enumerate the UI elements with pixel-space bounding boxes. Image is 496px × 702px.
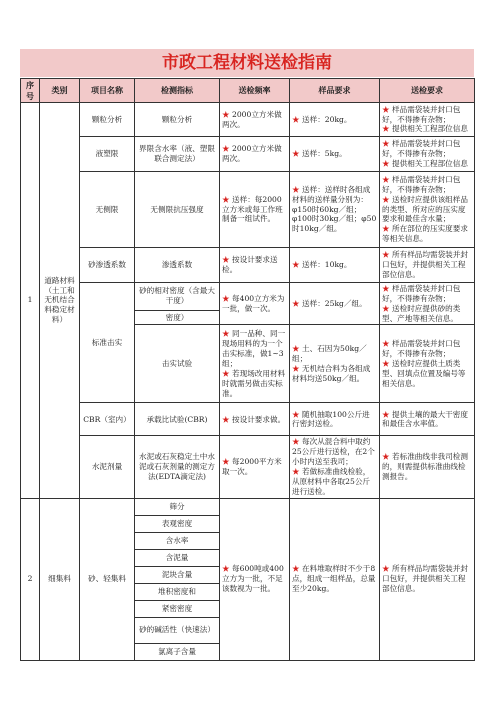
frequency-cell: ★ 2000立方米做两次。	[220, 103, 290, 137]
sample-cell: ★ 随机抽取100公斤进行密封送检。	[290, 403, 380, 436]
header-cell: 项目名称	[80, 79, 135, 103]
header-cell: 类别	[40, 79, 80, 103]
star-icon: ★	[382, 359, 390, 368]
star-icon: ★	[382, 409, 390, 419]
star-icon: ★	[382, 104, 390, 114]
test-index: 密度）	[135, 310, 220, 325]
table-row	[21, 103, 475, 137]
star-icon: ★	[222, 329, 230, 339]
section-category: 道路材料（土工和无机结合料稳定材料）	[40, 103, 80, 499]
star-icon: ★	[292, 298, 300, 308]
star-icon: ★	[382, 339, 390, 349]
frequency-cell: ★ 按设计要求送检。	[220, 248, 290, 283]
test-index: 承载比试验(CBR)	[135, 403, 220, 436]
requirement-cell: ★ 若标准曲线非我司检测的，则需提供标准曲线检测报告。	[380, 436, 475, 498]
requirement-cell: ★ 样品需袋装并封口包好，不得掺有杂物； ★ 送检时应提供砂的类型、产地等相关信息。	[380, 283, 475, 325]
item-name: 液塑限	[80, 137, 135, 172]
star-icon: ★	[222, 368, 230, 378]
star-icon: ★	[292, 114, 300, 124]
page-title: 市政工程材料送检指南	[20, 49, 474, 77]
test-index: 水泥或石灰稳定土中水泥或石灰剂量的测定方法(EDTA滴定法)	[135, 436, 220, 498]
requirement-cell: ★ 样品需袋装并封口包好，不得掺有杂物； ★ 提供相关工程部位信息	[380, 103, 475, 137]
star-icon: ★	[292, 260, 300, 270]
table-row	[21, 498, 475, 515]
frequency-cell: ★ 同一品种、同一现场用料的为一个击实标准，做1~3组； ★ 若现场改用材料时就需另做击实标准。	[220, 325, 290, 403]
requirement-cell: ★ 所有样品均需袋装并封口包好，并提供相关工程部位信息。	[380, 498, 475, 660]
header-row	[21, 79, 475, 103]
test-index: 含泥量	[135, 549, 220, 566]
test-index: 泥块含量	[135, 566, 220, 583]
star-icon: ★	[222, 293, 230, 303]
star-icon: ★	[292, 467, 300, 477]
table-row	[21, 283, 475, 311]
star-icon: ★	[382, 224, 390, 234]
star-icon: ★	[222, 144, 230, 154]
item-name: 砂渗透系数	[80, 248, 135, 283]
test-index: 表观密度	[135, 515, 220, 532]
sample-cell: ★ 送样：送样时各组成材料的送样量分别为：φ150时60kg／组；φ100时30kg／组；φ50时10kg／组。	[290, 172, 380, 248]
star-icon: ★	[292, 409, 300, 419]
star-icon: ★	[292, 344, 300, 354]
star-icon: ★	[382, 158, 390, 168]
item-name: CBR（室内）	[80, 403, 135, 436]
sample-cell: ★ 送样：25kg／组。	[290, 283, 380, 325]
star-icon: ★	[222, 564, 230, 574]
star-icon: ★	[292, 363, 300, 373]
table-row	[21, 403, 475, 436]
star-icon: ★	[292, 564, 300, 574]
star-icon: ★	[292, 149, 300, 159]
star-icon: ★	[222, 109, 230, 119]
star-icon: ★	[382, 284, 390, 293]
star-icon: ★	[382, 124, 390, 134]
guide-table	[20, 78, 475, 661]
test-index: 氯离子含量	[135, 643, 220, 660]
test-index: 堆积密度和	[135, 583, 220, 600]
frequency-cell: ★ 每400立方米为一批，做一次。	[220, 283, 290, 325]
requirement-cell: ★ 样品需袋装并封口包好，不得掺有杂物； ★ 送检时应提供该组样品的类型、所对应的压实度要求和最佳含水量； ★ 所在部位的压实度要求等相关信息。	[380, 172, 475, 248]
test-index: 界限含水率（液、塑限联合测定法）	[135, 137, 220, 172]
header-cell: 送检频率	[220, 79, 290, 103]
test-index: 颗粒分析	[135, 103, 220, 137]
star-icon: ★	[292, 184, 300, 194]
sample-cell: ★ 在料堆取样时不少于8点，组成一组样品，总量至少20kg。	[290, 498, 380, 660]
star-icon: ★	[222, 194, 230, 204]
star-icon: ★	[382, 174, 390, 184]
header-cell: 送检要求	[380, 79, 475, 103]
test-index: 击实试验	[135, 325, 220, 403]
star-icon: ★	[382, 194, 390, 204]
table-row	[21, 137, 475, 172]
test-index: 含水率	[135, 532, 220, 549]
sample-cell: ★ 送样：20kg。	[290, 103, 380, 137]
test-index: 渗透系数	[135, 248, 220, 283]
test-index: 无侧限抗压强度	[135, 172, 220, 248]
sample-cell: ★ 送样：5kg。	[290, 137, 380, 172]
header-cell: 序号	[21, 79, 40, 103]
requirement-cell: ★ 样品需袋装并封口包好，不得掺有杂物； ★ 提供相关工程部位信息	[380, 137, 475, 172]
test-index: 砂的碱活性（快速法）	[135, 617, 220, 643]
sample-cell: ★ 土、石因为50kg／组； ★ 无机结合料为各组成材料均送50kg／组。	[290, 325, 380, 403]
item-name: 颗粒分析	[80, 103, 135, 137]
test-index: 砂的相对密度（含最大干度）	[135, 283, 220, 311]
item-name: 水泥剂量	[80, 436, 135, 498]
test-index: 紧密密度	[135, 600, 220, 617]
table-row	[21, 248, 475, 283]
section-number: 2	[21, 498, 40, 660]
frequency-cell: ★ 每600吨或400立方为一批，不足该数视为一批。	[220, 498, 290, 660]
sample-cell: ★ 送样：10kg。	[290, 248, 380, 283]
star-icon: ★	[222, 414, 230, 424]
sample-cell: ★ 每次从混合料中取约25公斤进行送检，在2个小时内送至我司； ★ 若做标准曲线检验，从原材料中各取25公斤进行送检。	[290, 436, 380, 498]
star-icon: ★	[222, 255, 230, 265]
star-icon: ★	[382, 303, 390, 313]
star-icon: ★	[292, 437, 300, 447]
frequency-cell: ★ 送样：每2000立方米或每工作班制备一组试件。	[220, 172, 290, 248]
star-icon: ★	[382, 564, 390, 574]
test-index: 筛分	[135, 498, 220, 515]
item-name: 砂、轻集料	[80, 498, 135, 660]
frequency-cell: ★ 按设计要求做。	[220, 403, 290, 436]
header-cell: 样品要求	[290, 79, 380, 103]
requirement-cell: ★ 样品需袋装并封口包好，不得掺有杂物； ★ 送检时应提供土质类型、回填点位置及编号等相关信息。	[380, 325, 475, 403]
frequency-cell: ★ 2000立方米做两次。	[220, 137, 290, 172]
requirement-cell: ★ 所有样品均需袋装并封口包好，并提供相关工程部位信息。	[380, 248, 475, 283]
item-name: 无侧限	[80, 172, 135, 248]
star-icon: ★	[382, 250, 390, 260]
requirement-cell: ★ 提供土壤的最大干密度和最佳含水率值。	[380, 403, 475, 436]
frequency-cell: ★ 每2000平方米取一次。	[220, 436, 290, 498]
table-row	[21, 436, 475, 498]
section-number: 1	[21, 103, 40, 499]
star-icon: ★	[382, 139, 390, 149]
table-row	[21, 172, 475, 248]
header-cell: 检测指标	[135, 79, 220, 103]
star-icon: ★	[222, 457, 230, 467]
item-name: 标准击实	[80, 283, 135, 403]
star-icon: ★	[382, 452, 390, 462]
section-category: 细集料	[40, 498, 80, 660]
